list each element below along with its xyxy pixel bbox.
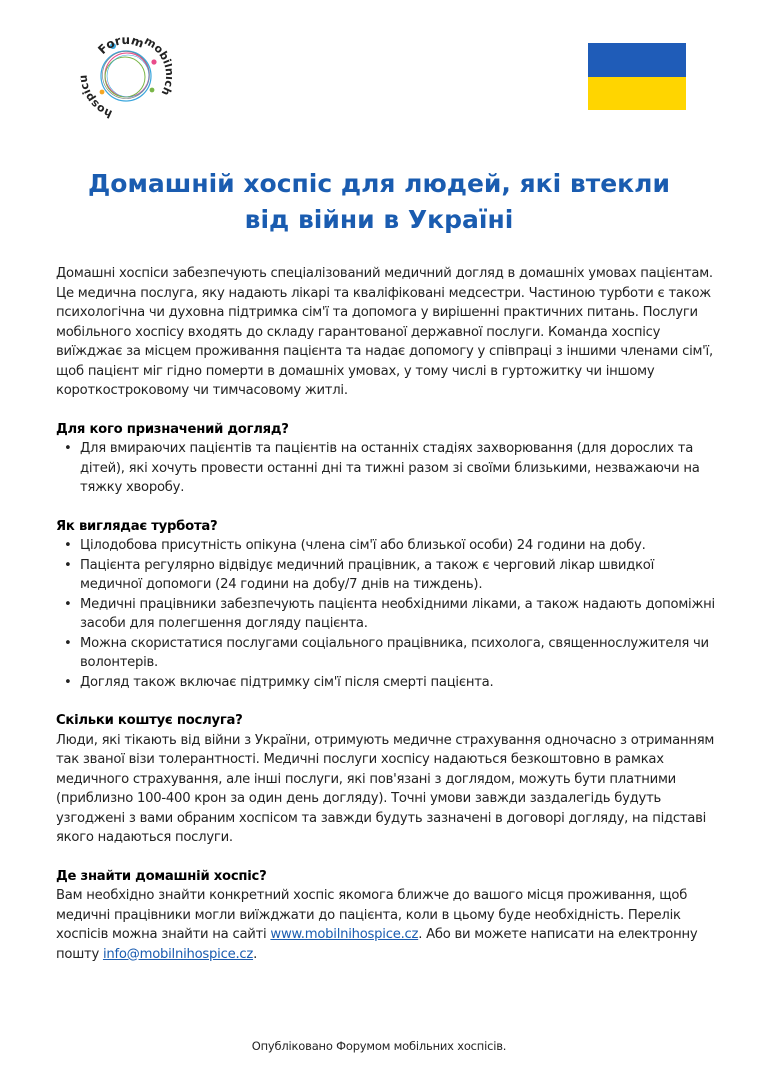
logo-text-mobilnich: mob [142, 34, 172, 63]
bullet-list [56, 439, 716, 498]
footer-note: Опубліковано Форумом мобільних хоспісів. [251, 1039, 507, 1053]
svg-text:Forum [95, 33, 146, 57]
paragraph-text: . Або ви можете написати на електронну пошту [56, 927, 698, 962]
section-heading: Скільки коштує послуга? [56, 713, 243, 728]
document-body [56, 264, 716, 964]
list-item: • Пацієнта регулярно відвідує медичний працівник, а також є черговий лікар швидкої медичної допомоги (24 години на добу/7 днів на тиждень). [80, 556, 716, 595]
flag-blue-stripe [588, 43, 686, 77]
section-heading: Де знайти домашній хоспіс? [56, 868, 267, 884]
section-heading: Для кого призначений догляд? [56, 421, 289, 437]
forum-mobilnich-hospicu-logo [80, 28, 172, 120]
paragraph-text: . [253, 946, 258, 962]
section-paragraph: Люди, які тікають від війни з України, отримують медичне страхування одночасно з отриманням так званої візи толерантності. Медичні послуги хоспісу надаються безкоштовно в рамках медичного страхування, але інші послуги, які пов'язані з доглядом, можуть бути платними (приблизно 100-400 крон за один день догляду). Точні умови завжди заздалегідь будуть узгоджені з вами обраним хоспісом та завжди будуть зазначені в договорі догляду, на підставі якого надаються послуги. [56, 732, 715, 845]
flag-yellow-stripe [588, 77, 686, 111]
paragraph-text: Вам необхідно знайти конкретний хоспіс якомога ближче до вашого місця проживання, щоб медичні працівники могли виїжджати до пацієнта, коли в цьому буде необхідність. Перелік хоспісів можна знайти на сайті [56, 888, 688, 942]
title-line-1: Домашній хоспіс для людей, які втекли [88, 169, 670, 198]
website-link[interactable]: www.mobilnihospice.cz [270, 927, 419, 942]
section-cost [56, 711, 716, 848]
svg-text:hospiců [80, 74, 114, 120]
list-item: • Цілодобова присутність опікуна (члена сім'ї або близької особи) 24 години на добу. [80, 536, 716, 556]
section-where [56, 867, 716, 965]
page-title [0, 166, 758, 238]
section-paragraph [56, 886, 716, 964]
list-item: • Медичні працівники забезпечують пацієнта необхідними ліками, а також надають допоміжні засоби для полегшення догляду пацієнта. [80, 595, 716, 634]
list-item: • Для вмираючих пацієнтів та пацієнтів на останніх стадіях захворювання (для дорослих та дітей), які хочуть провести останні дні та тижні разом зі своїми близькими, незважаючи на тяжку хворобу. [80, 439, 716, 498]
intro-paragraph: Домашні хоспіси забезпечують спеціалізований медичний догляд в домашніх умовах пацієнтам. Це медична послуга, яку надають лікарі та кваліфіковані медсестри. Частиною турботи є також психологічна чи духовна підтримка сім'ї та допомога у вирішенні практичних питань. Послуги мобільного хоспісу входять до складу гарантованої державної послуги. Команда хоспісу виїжджає за місцем проживання пацієнта та надає допомогу у співпраці з іншими членами сім'ї, щоб пацієнт міг гідно померти в домашніх умовах, у тому числі в гуртожитку чи іншому короткостроковому чи тимчасовому житлі. [56, 266, 713, 398]
email-link[interactable]: info@mobilnihospice.cz [102, 946, 254, 962]
list-item: • Можна скористатися послугами соціального працівника, психолога, священнослужителя чи волонтерів. [80, 634, 716, 673]
section-heading: Як виглядає турбота? [56, 518, 218, 534]
logo-text-forum: Forum [95, 32, 146, 57]
list-item: • Догляд також включає підтримку сім'ї після смерті пацієнта. [80, 673, 716, 693]
ukraine-flag [588, 43, 686, 110]
title-line-2: від війни в Україні [244, 205, 514, 234]
section-who [56, 420, 716, 498]
section-care [56, 517, 716, 693]
bullet-list [56, 536, 716, 692]
logo-text-hospicu: hospi [80, 87, 115, 120]
